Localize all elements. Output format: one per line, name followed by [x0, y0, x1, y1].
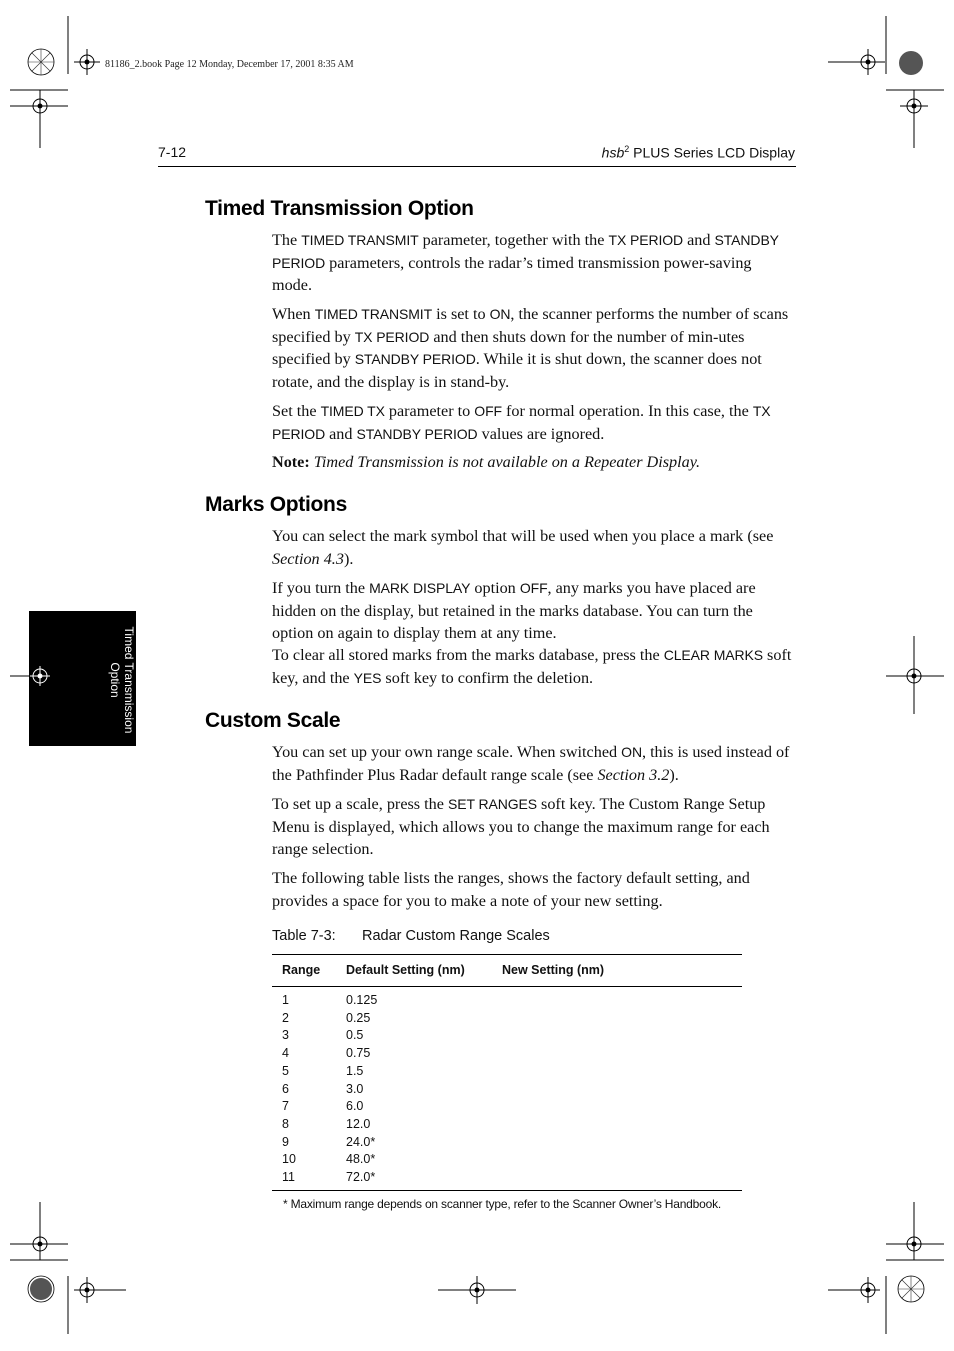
range-cell: 4: [282, 1046, 289, 1061]
custom-paragraph-1: You can set up your own range scale. When switched ON, this is used instead of the Pathfinder Plus Radar default range scale (see Section 3.2).: [272, 743, 790, 784]
default-setting-cell: 0.25: [346, 1010, 371, 1025]
table-row: [282, 1133, 582, 1151]
default-setting-cell: 0.75: [346, 1046, 371, 1061]
table-header-default: Default Setting (nm): [346, 963, 465, 977]
range-cell: 7: [282, 1099, 289, 1114]
range-cell: 9: [282, 1134, 289, 1149]
table-row: [282, 1150, 582, 1168]
heading-custom-scale: Custom Scale: [205, 709, 341, 732]
table-top-rule: [272, 954, 742, 955]
tab-crosshair-icon: [30, 666, 50, 686]
side-tab-line1: Timed Transmission: [122, 626, 136, 734]
custom-paragraph-2: To set up a scale, press the SET RANGES soft key. The Custom Range Setup Menu is displayed, which allows you to change the maximum range for each range selection.: [272, 795, 770, 859]
table-row: [282, 1026, 582, 1044]
table-caption-number: Table 7-3:: [272, 928, 336, 944]
default-setting-cell: 48.0*: [346, 1152, 376, 1167]
marks-paragraph-2: If you turn the MARK DISPLAY option OFF, any marks you have placed are hidden on the display, but retained in the marks database. You can turn the option on again to display them at any time.: [272, 579, 756, 643]
heading-marks-options: Marks Options: [205, 493, 347, 516]
side-tab-label: [108, 620, 136, 740]
table-row: [282, 1044, 582, 1062]
table-row: [282, 1080, 582, 1098]
range-cell: 2: [282, 1010, 289, 1025]
table-row: [282, 1097, 582, 1115]
default-setting-cell: 3.0: [346, 1081, 364, 1096]
default-setting-cell: 12.0: [346, 1116, 371, 1131]
brand-superscript: 2: [624, 144, 630, 154]
range-cell: 5: [282, 1063, 289, 1078]
note-text: Timed Transmission is not available on a Repeater Display.: [309, 453, 701, 471]
table-row: [282, 1009, 582, 1027]
range-cell: 11: [282, 1170, 295, 1184]
table-header-range: Range: [282, 963, 321, 977]
default-setting-cell: 6.0: [346, 1099, 364, 1114]
table-row: [282, 1168, 582, 1186]
range-cell: 10: [282, 1152, 296, 1167]
header-title: PLUS Series LCD Display: [629, 144, 795, 161]
range-cell: 3: [282, 1028, 289, 1043]
default-setting-cell: 1.5: [346, 1063, 364, 1078]
table-caption: [272, 928, 550, 944]
book-info-line: 81186_2.book Page 12 Monday, December 17, 2001 8:35 AM: [105, 59, 354, 70]
table-row: [282, 991, 582, 1009]
timed-paragraph-3: Set the TIMED TX parameter to OFF for normal operation. In this case, the TX PERIOD and STANDBY PERIOD values are ignored.: [272, 402, 771, 443]
table-bottom-rule: [272, 1190, 742, 1191]
brand-name: hsb: [601, 144, 625, 161]
side-tab-line2: Option: [108, 662, 122, 698]
page-number: 7-12: [158, 144, 187, 160]
default-setting-cell: 0.5: [346, 1028, 364, 1043]
marks-paragraph-1: You can select the mark symbol that will be used when you place a mark (see Section 4.3).: [272, 527, 774, 568]
running-header: [602, 144, 795, 161]
timed-paragraph-1: The TIMED TRANSMIT parameter, together with the TX PERIOD and STANDBY PERIOD parameters, controls the radar’s timed transmission power-saving mode.: [272, 231, 779, 295]
heading-timed-transmission: Timed Transmission Option: [205, 197, 474, 220]
timed-note: [272, 451, 794, 474]
table-header-rule: [272, 986, 742, 987]
table-caption-title: Radar Custom Range Scales: [362, 928, 550, 944]
timed-paragraph-2: When TIMED TRANSMIT is set to ON, the scanner performs the number of scans specified by TX PERIOD and then shuts down for the number of min-utes specified by STANDBY PERIOD. While it is shut down, the scanner does not rotate, and the display is in stand-by.: [272, 305, 789, 391]
range-cell: 8: [282, 1116, 289, 1131]
table-row: [282, 1062, 582, 1080]
range-cell: 6: [282, 1081, 289, 1096]
default-setting-cell: 72.0*: [346, 1170, 376, 1184]
default-setting-cell: 0.125: [346, 993, 378, 1007]
table-header-new: New Setting (nm): [502, 963, 605, 977]
range-cell: 1: [282, 993, 289, 1007]
marks-paragraph-3: To clear all stored marks from the marks database, press the CLEAR MARKS soft key, and the YES soft key to confirm the deletion.: [272, 646, 792, 687]
table-footnote: * Maximum range depends on scanner type, refer to the Scanner Owner’s Handbook.: [283, 1197, 722, 1211]
table-row: [282, 1115, 582, 1133]
default-setting-cell: 24.0*: [346, 1134, 376, 1149]
custom-paragraph-3: The following table lists the ranges, shows the factory default setting, and provides a space for you to make a note of your new setting.: [272, 869, 750, 910]
note-label: Note:: [272, 453, 310, 471]
header-rule: [158, 166, 796, 167]
